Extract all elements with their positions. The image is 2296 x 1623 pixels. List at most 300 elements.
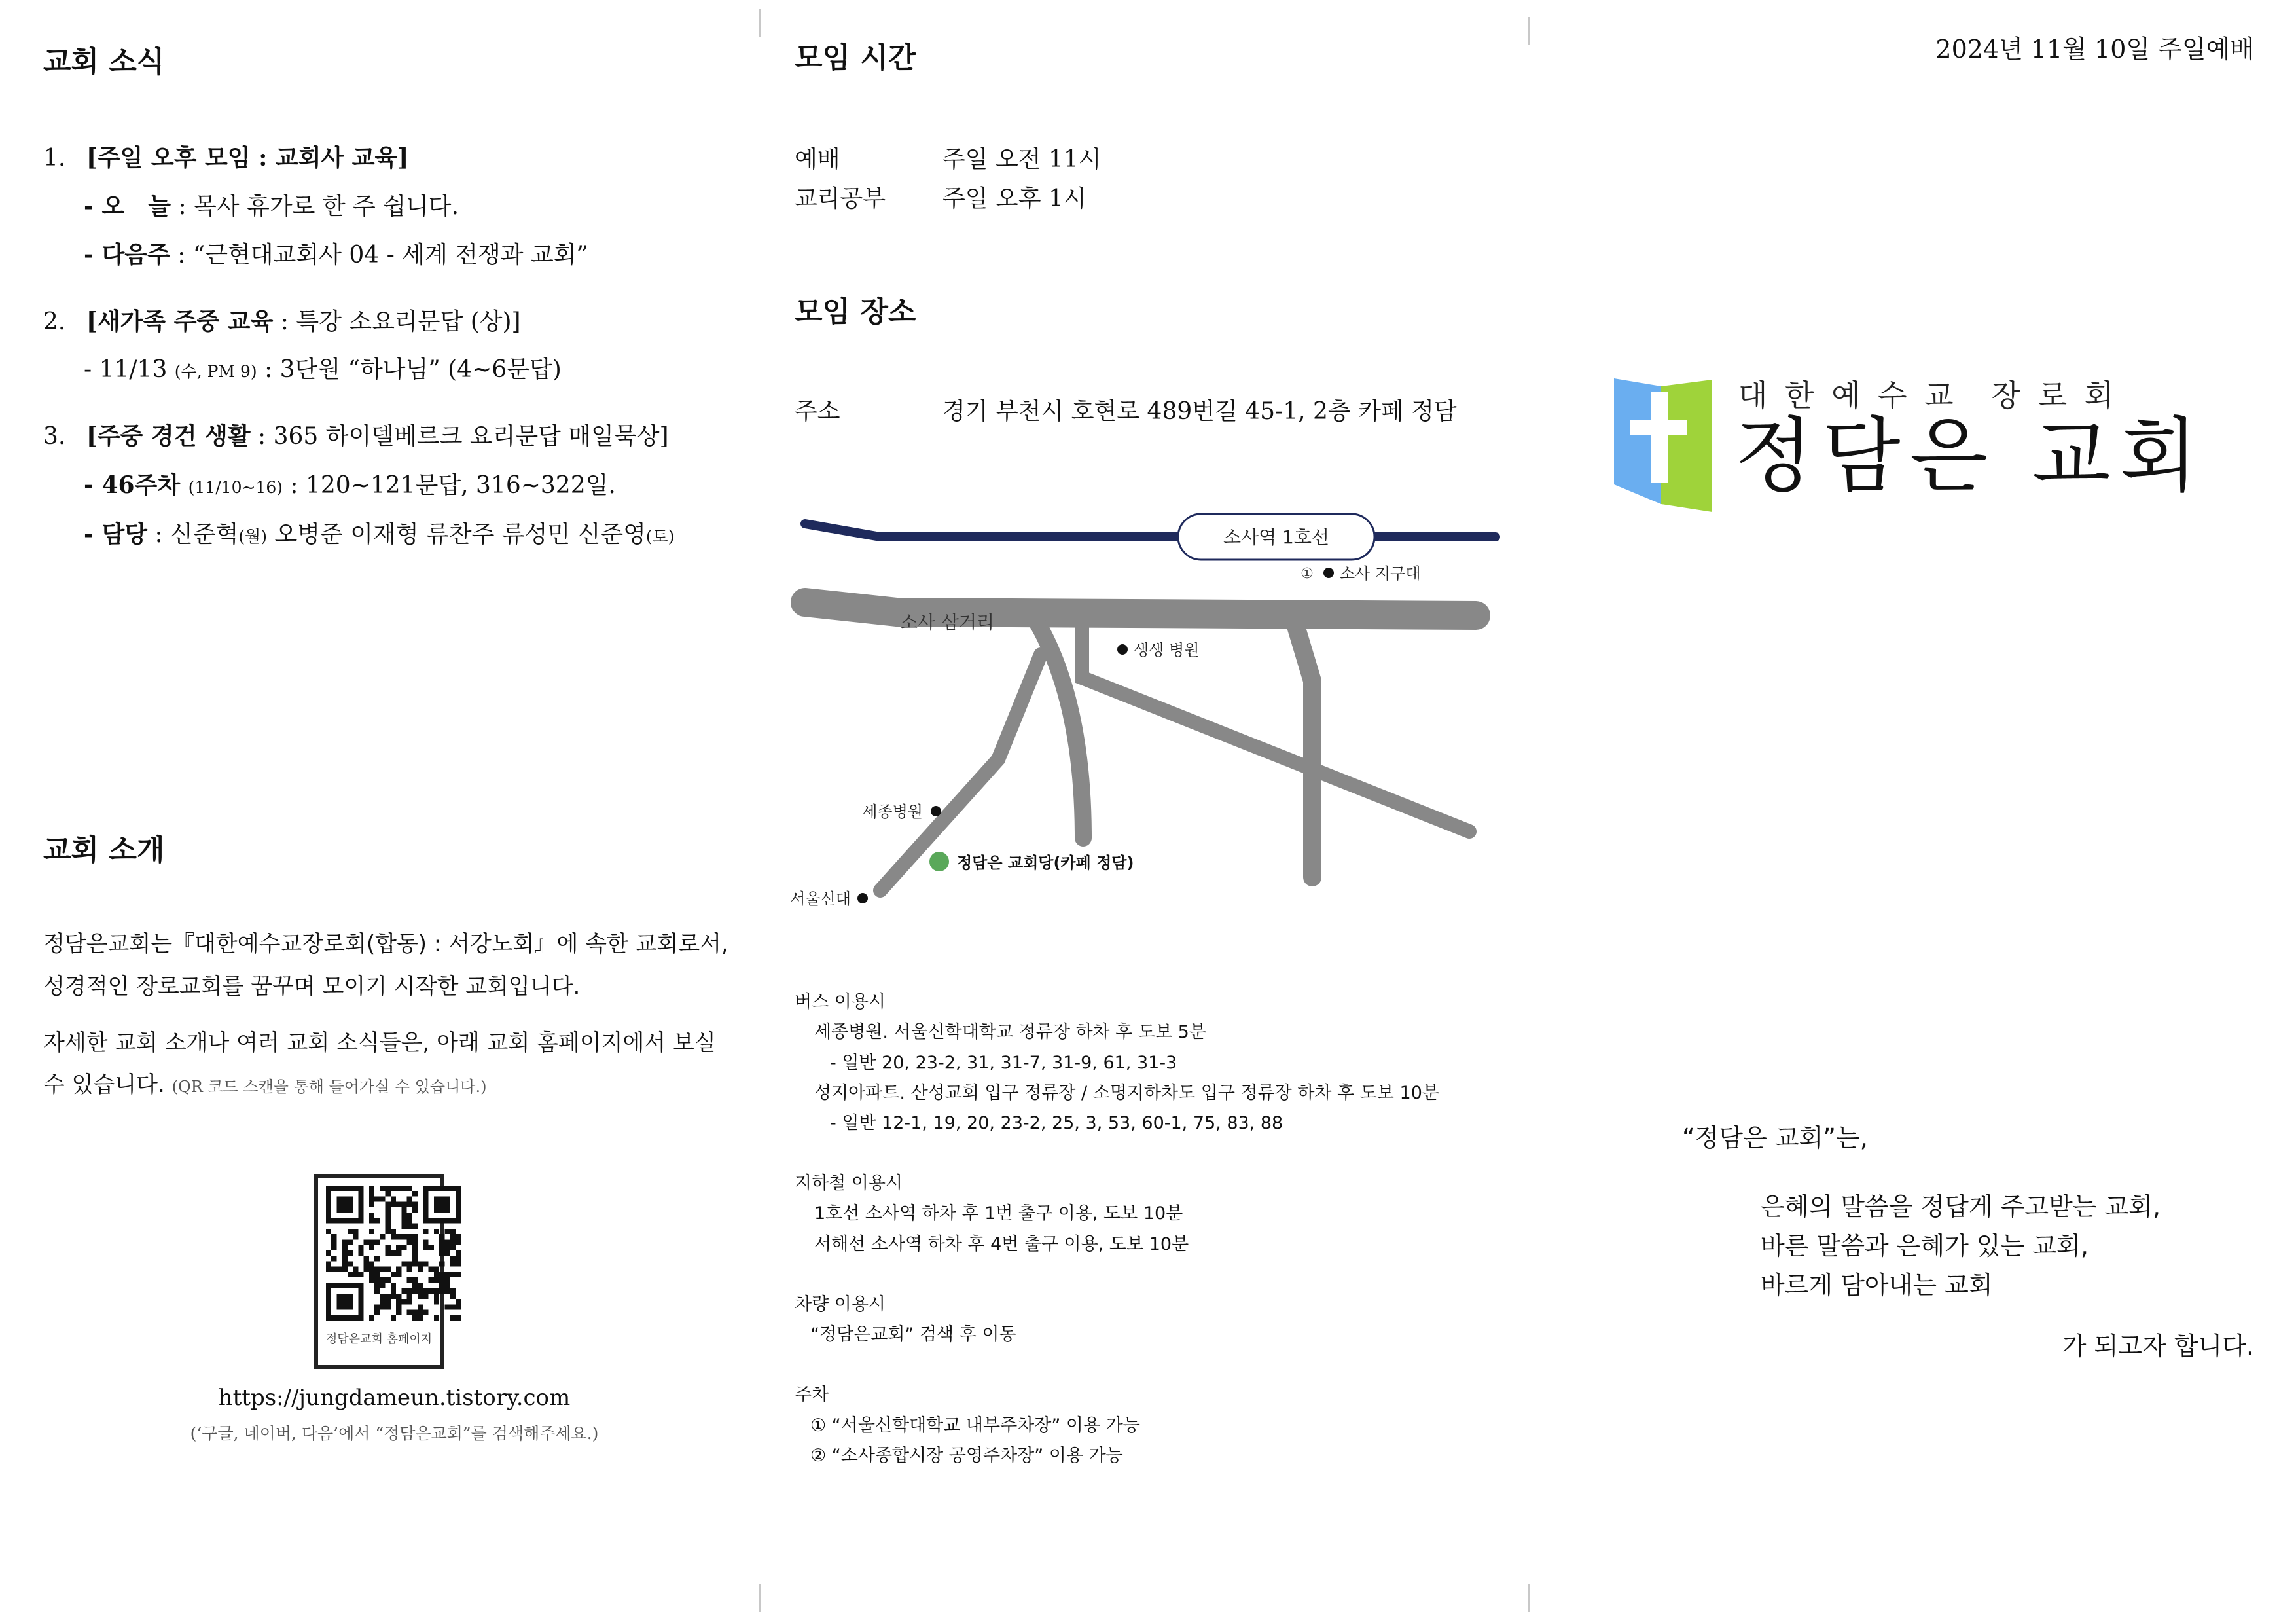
qr-module <box>380 1304 385 1309</box>
qr-module <box>444 1250 450 1256</box>
qr-module <box>348 1272 353 1277</box>
qr-module <box>401 1261 406 1266</box>
news-item-heading: [새가족 주중 교육 <box>86 308 274 335</box>
qr-module <box>407 1196 412 1201</box>
meeting-row-value: 주일 오후 1시 <box>942 185 1086 212</box>
parking-option-2: ② “소사종합시장 공영주차장” 이용 가능 <box>810 1446 1123 1466</box>
qr-module <box>456 1315 461 1321</box>
subway-title: 지하철 이용시 <box>795 1173 903 1194</box>
qr-module <box>364 1261 369 1266</box>
motto-intro: “정담은 교회”는, <box>1682 1123 1868 1152</box>
qr-module <box>386 1277 391 1283</box>
qr-module <box>439 1261 444 1266</box>
car-route: “정담은교회” 검색 후 이동 <box>810 1324 1016 1345</box>
qr-module <box>450 1315 456 1321</box>
qr-module <box>412 1256 418 1261</box>
qr-module <box>407 1267 412 1272</box>
qr-module <box>450 1239 456 1245</box>
qr-module <box>450 1288 456 1294</box>
news-item-heading-rest: : 365 하이델베르크 요리문답 매일묵상] <box>250 423 669 450</box>
qr-module <box>418 1304 423 1309</box>
road-branch-4 <box>1293 615 1312 877</box>
qr-module <box>348 1229 353 1234</box>
qr-module <box>423 1294 428 1299</box>
qr-module <box>401 1202 406 1207</box>
qr-module <box>439 1234 444 1239</box>
qr-module <box>380 1294 385 1299</box>
qr-module <box>418 1310 423 1315</box>
qr-module <box>380 1299 385 1304</box>
car-title: 차량 이용시 <box>795 1294 886 1315</box>
qr-module <box>407 1294 412 1299</box>
qr-module <box>396 1267 401 1272</box>
qr-module <box>401 1207 406 1213</box>
qr-module <box>336 1196 353 1213</box>
qr-module <box>391 1186 396 1191</box>
staff-day: (월) <box>238 527 268 546</box>
qr-module <box>386 1304 391 1309</box>
news-item-1-today <box>84 194 459 219</box>
bus-route-1-lines: - 일반 20, 23-2, 31, 31-7, 31-9, 61, 31-3 <box>830 1053 1177 1073</box>
qr-module <box>364 1239 369 1245</box>
qr-module <box>386 1245 391 1250</box>
qr-module <box>342 1245 348 1250</box>
qr-module <box>396 1304 401 1309</box>
qr-module <box>342 1261 348 1266</box>
qr-module <box>369 1191 374 1196</box>
address-value: 경기 부천시 호현로 489번길 45-1, 2층 카페 정담 <box>942 398 1457 425</box>
qr-module <box>407 1218 412 1223</box>
seminary-marker <box>857 893 868 903</box>
qr-module <box>326 1250 331 1256</box>
news-item-1-header <box>43 146 408 170</box>
qr-module <box>369 1213 374 1218</box>
qr-module <box>396 1299 401 1304</box>
qr-module <box>444 1304 450 1309</box>
qr-module <box>450 1256 456 1261</box>
qr-module <box>401 1218 406 1223</box>
qr-module <box>456 1250 461 1256</box>
denomination: 대 한 예 수 교 장 로 회 <box>1738 378 2118 413</box>
staff-text: 오병준 이재형 류찬주 류성민 신준영 <box>267 521 646 548</box>
today-label: - 오 늘 <box>84 192 171 220</box>
qr-module <box>364 1267 369 1272</box>
qr-module <box>336 1294 353 1310</box>
qr-module <box>429 1277 434 1283</box>
seminary-label: 서울신대 <box>790 890 851 908</box>
qr-module <box>412 1202 418 1207</box>
qr-module <box>386 1191 391 1196</box>
qr-module <box>456 1299 461 1304</box>
qr-module <box>423 1239 428 1245</box>
qr-module <box>391 1234 396 1239</box>
qr-module <box>412 1250 418 1256</box>
qr-code-graphic <box>326 1186 461 1321</box>
qr-module <box>353 1234 358 1239</box>
qr-code[interactable] <box>314 1174 444 1369</box>
qr-module <box>331 1256 336 1261</box>
qr-module <box>407 1299 412 1304</box>
qr-module <box>364 1256 369 1261</box>
qr-module <box>401 1213 406 1218</box>
week-small: (11/10~16) <box>188 478 283 497</box>
qr-module <box>429 1267 434 1272</box>
qr-module <box>386 1207 391 1213</box>
qr-caption: 정담은교회 홈페이지 <box>325 1332 433 1346</box>
qr-module <box>358 1250 363 1256</box>
intro-title: 교회 소개 <box>43 833 165 867</box>
qr-module <box>326 1267 331 1272</box>
qr-module <box>369 1202 374 1207</box>
qr-module <box>439 1277 444 1283</box>
qr-module <box>331 1239 336 1245</box>
qr-module <box>396 1272 401 1277</box>
bus-title: 버스 이용시 <box>795 992 886 1012</box>
qr-module <box>412 1245 418 1250</box>
news-item-number: 2. <box>43 308 66 335</box>
qr-module <box>374 1288 380 1294</box>
qr-module <box>386 1250 391 1256</box>
qr-module <box>439 1288 444 1294</box>
qr-module <box>401 1288 406 1294</box>
qr-module <box>369 1229 374 1234</box>
news-item-heading: [주일 오후 모임 : 교회사 교육] <box>86 144 409 172</box>
qr-module <box>439 1245 444 1250</box>
qr-module <box>456 1234 461 1239</box>
qr-module <box>444 1239 450 1245</box>
qr-module <box>380 1234 385 1239</box>
meeting-row-label: 교리공부 <box>795 185 886 212</box>
qr-module <box>342 1250 348 1256</box>
staff-day: (토) <box>645 527 675 546</box>
qr-module <box>407 1224 412 1229</box>
qr-module <box>439 1283 444 1288</box>
qr-module <box>412 1288 418 1294</box>
qr-module <box>412 1277 418 1283</box>
news-item-number: 1. <box>43 145 66 172</box>
qr-module <box>434 1288 439 1294</box>
qr-module <box>369 1218 374 1223</box>
qr-module <box>369 1277 374 1283</box>
qr-module <box>353 1272 358 1277</box>
qr-module <box>456 1239 461 1245</box>
qr-module <box>407 1234 412 1239</box>
staff-text: : 신준혁 <box>147 521 239 548</box>
qr-module <box>456 1261 461 1266</box>
qr-module <box>401 1245 406 1250</box>
news-panel <box>0 0 759 1623</box>
qr-module <box>380 1267 385 1272</box>
qr-module <box>407 1261 412 1266</box>
railway-path <box>805 524 1496 537</box>
qr-module <box>396 1186 401 1191</box>
news-item-heading-rest: : 특강 소요리문답 (상)] <box>273 308 521 335</box>
next-text: : “근현대교회사 04 - 세계 전쟁과 교회” <box>170 242 588 268</box>
qr-module <box>374 1239 380 1245</box>
qr-module <box>386 1218 391 1223</box>
qr-module <box>391 1229 396 1234</box>
news-item-2-header <box>43 310 521 334</box>
qr-module <box>412 1315 418 1321</box>
qr-module <box>444 1277 450 1283</box>
qr-module <box>456 1272 461 1277</box>
bus-route-2: 성지아파트. 산성교회 입구 정류장 / 소명지하차도 입구 정류장 하차 후 도보 10분 <box>814 1083 1439 1103</box>
news-item-2-date <box>84 358 562 382</box>
qr-module <box>407 1186 412 1191</box>
qr-module <box>423 1245 428 1250</box>
next-label: - 다음주 <box>84 241 170 268</box>
qr-module <box>396 1234 401 1239</box>
qr-module <box>391 1294 396 1299</box>
fold-mark <box>759 1584 761 1612</box>
police-label: 소사 지구대 <box>1340 564 1421 583</box>
qr-module <box>407 1239 412 1245</box>
qr-module <box>412 1261 418 1266</box>
qr-module <box>444 1245 450 1250</box>
motto-line-2: 바른 말씀과 은혜가 있는 교회, <box>1761 1231 2089 1260</box>
qr-module <box>342 1256 348 1261</box>
qr-module <box>450 1272 456 1277</box>
qr-module <box>374 1196 380 1201</box>
church-marker <box>929 852 949 871</box>
qr-module <box>391 1288 396 1294</box>
qr-module <box>348 1261 353 1266</box>
qr-module <box>396 1294 401 1299</box>
qr-module <box>396 1245 401 1250</box>
date-small: (수, PM 9) <box>174 362 257 381</box>
qr-module <box>418 1294 423 1299</box>
qr-module <box>450 1294 456 1299</box>
qr-module <box>331 1234 336 1239</box>
qr-module <box>326 1261 331 1266</box>
intro-para1-line2: 성경적인 장로교회를 꿈꾸며 모이기 시작한 교회입니다. <box>43 974 581 1000</box>
qr-module <box>423 1288 428 1294</box>
bus-route-2-lines: - 일반 12-1, 19, 20, 23-2, 25, 3, 53, 60-1, 75, 83, 88 <box>830 1113 1283 1133</box>
parking-option-1: ① “서울신학대학교 내부주차장” 이용 가능 <box>810 1415 1140 1436</box>
news-item-number: 3. <box>43 423 66 450</box>
qr-module <box>434 1267 439 1272</box>
qr-module <box>348 1250 353 1256</box>
qr-module <box>401 1234 406 1239</box>
qr-module <box>407 1288 412 1294</box>
qr-module <box>456 1304 461 1309</box>
qr-module <box>369 1239 374 1245</box>
qr-module <box>450 1304 456 1309</box>
news-item-1-next <box>84 243 588 267</box>
qr-module <box>434 1315 439 1321</box>
week-label: - 46주차 <box>84 471 188 499</box>
qr-module <box>444 1229 450 1234</box>
qr-module <box>391 1250 396 1256</box>
week-rest: : 120~121문답, 316~322일. <box>282 472 616 499</box>
qr-module <box>386 1229 391 1234</box>
qr-note: (QR 코드 스캔을 통해 들어가실 수 있습니다.) <box>171 1078 487 1096</box>
qr-module <box>386 1299 391 1304</box>
qr-module <box>423 1310 428 1315</box>
qr-module <box>418 1283 423 1288</box>
motto-line-1: 은혜의 말씀을 정답게 주고받는 교회, <box>1761 1192 2161 1221</box>
qr-module <box>386 1213 391 1218</box>
qr-module <box>401 1186 406 1191</box>
qr-module <box>369 1196 374 1201</box>
news-item-3-staff <box>84 522 675 547</box>
meeting-row-label: 예배 <box>795 146 840 173</box>
intro-para2-line2 <box>43 1074 486 1096</box>
intro-para2-line1: 자세한 교회 소개나 여러 교회 소식들은, 아래 교회 홈페이지에서 보실 <box>43 1030 716 1056</box>
qr-module <box>331 1245 336 1250</box>
qr-module <box>331 1267 336 1272</box>
qr-module <box>429 1245 434 1250</box>
address-label: 주소 <box>795 398 840 425</box>
qr-module <box>396 1310 401 1315</box>
qr-module <box>412 1191 418 1196</box>
qr-module <box>434 1277 439 1283</box>
qr-module <box>369 1272 374 1277</box>
qr-module <box>353 1267 358 1272</box>
qr-module <box>444 1283 450 1288</box>
hospital2-label: 세종병원 <box>862 803 923 821</box>
qr-module <box>407 1202 412 1207</box>
qr-module <box>434 1272 439 1277</box>
police-marker <box>1323 568 1334 578</box>
railway-line <box>805 524 1496 537</box>
motto-line-3: 바르게 담아내는 교회 <box>1761 1271 1993 1300</box>
qr-module <box>374 1277 380 1283</box>
fold-mark <box>1528 17 1530 45</box>
news-title: 교회 소식 <box>43 45 165 79</box>
news-item-3-header <box>43 424 669 448</box>
qr-module <box>396 1202 401 1207</box>
meeting-row-value: 주일 오전 11시 <box>942 146 1102 173</box>
qr-module <box>412 1239 418 1245</box>
hospital1-label: 생생 병원 <box>1134 641 1200 659</box>
intro-para1-line1: 정담은교회는『대한예수교장로회(합동) : 서강노회』에 속한 교회로서, <box>43 931 728 957</box>
qr-module <box>374 1304 380 1309</box>
qr-module <box>450 1229 456 1234</box>
fold-mark <box>759 9 761 37</box>
qr-module <box>374 1218 380 1223</box>
qr-module <box>434 1294 439 1299</box>
qr-module <box>380 1196 385 1201</box>
qr-module <box>353 1229 358 1234</box>
qr-module <box>374 1283 380 1288</box>
qr-module <box>407 1277 412 1283</box>
meeting-title: 모임 시간 <box>795 41 916 75</box>
qr-module <box>369 1261 374 1266</box>
qr-module <box>418 1288 423 1294</box>
qr-module <box>412 1207 418 1213</box>
church-logo-icon <box>1614 373 1712 517</box>
qr-module <box>401 1299 406 1304</box>
news-item-heading: [주중 경건 생활 <box>86 422 251 450</box>
qr-module <box>396 1250 401 1256</box>
qr-module <box>391 1202 396 1207</box>
qr-module <box>444 1272 450 1277</box>
fold-mark <box>1528 1584 1530 1612</box>
qr-module <box>358 1272 363 1277</box>
today-text: : 목사 휴가로 한 주 쉽니다. <box>171 193 459 220</box>
qr-module <box>418 1261 423 1266</box>
qr-module <box>412 1283 418 1288</box>
qr-module <box>386 1294 391 1299</box>
qr-module <box>439 1250 444 1256</box>
qr-module <box>386 1202 391 1207</box>
qr-module <box>450 1261 456 1266</box>
qr-module <box>342 1267 348 1272</box>
hospital1-marker <box>1117 644 1128 655</box>
qr-module <box>369 1267 374 1272</box>
qr-module <box>369 1315 374 1321</box>
location-map <box>782 498 1522 930</box>
qr-module <box>439 1272 444 1277</box>
qr-module <box>342 1239 348 1245</box>
church-label: 정담은 교회당(카페 정담) <box>957 854 1134 872</box>
news-item-3-week <box>84 473 616 498</box>
church-name: 정담은 교회 <box>1734 409 2208 503</box>
qr-module <box>391 1272 396 1277</box>
qr-module <box>380 1283 385 1288</box>
qr-module <box>434 1196 450 1213</box>
qr-module <box>380 1277 385 1283</box>
hospital2-marker <box>931 806 941 816</box>
qr-module <box>444 1288 450 1294</box>
qr-module <box>418 1267 423 1272</box>
qr-module <box>374 1267 380 1272</box>
date-text: - 11/13 <box>84 356 175 383</box>
qr-module <box>407 1310 412 1315</box>
qr-module <box>374 1310 380 1315</box>
subway-route-1: 1호선 소사역 하차 후 1번 출구 이용, 도보 10분 <box>814 1203 1183 1224</box>
qr-module <box>418 1315 423 1321</box>
qr-module <box>456 1256 461 1261</box>
qr-module <box>348 1239 353 1245</box>
qr-module <box>369 1245 374 1250</box>
qr-module <box>423 1229 428 1234</box>
qr-module <box>386 1186 391 1191</box>
qr-module <box>386 1224 391 1229</box>
qr-module <box>401 1224 406 1229</box>
qr-module <box>391 1196 396 1201</box>
qr-module <box>391 1315 396 1321</box>
service-date: 2024년 11월 10일 주일예배 <box>1935 35 2254 64</box>
qr-module <box>434 1229 439 1234</box>
qr-module <box>412 1234 418 1239</box>
date-rest: : 3단원 “하나님” (4~6문답) <box>257 356 562 383</box>
qr-module <box>450 1245 456 1250</box>
qr-module <box>326 1229 331 1234</box>
qr-module <box>391 1283 396 1288</box>
homepage-url[interactable]: https://jungdameun.tistory.com <box>218 1385 571 1411</box>
qr-module <box>412 1310 418 1315</box>
qr-module <box>374 1272 380 1277</box>
staff-label: - 담당 <box>84 520 148 548</box>
qr-module <box>412 1224 418 1229</box>
qr-module <box>434 1299 439 1304</box>
place-title: 모임 장소 <box>795 295 916 329</box>
intro-para2-text: 수 있습니다. <box>43 1072 165 1098</box>
qr-module <box>429 1288 434 1294</box>
qr-module <box>358 1245 363 1250</box>
parking-title: 주차 <box>795 1385 829 1405</box>
junction-label: 소사 삼거리 <box>900 611 995 633</box>
qr-module <box>336 1267 342 1272</box>
qr-module <box>369 1186 374 1191</box>
qr-module <box>380 1186 385 1191</box>
station-label: 소사역 1호선 <box>1223 526 1329 548</box>
qr-module <box>423 1261 428 1266</box>
qr-module <box>439 1239 444 1245</box>
qr-module <box>374 1256 380 1261</box>
